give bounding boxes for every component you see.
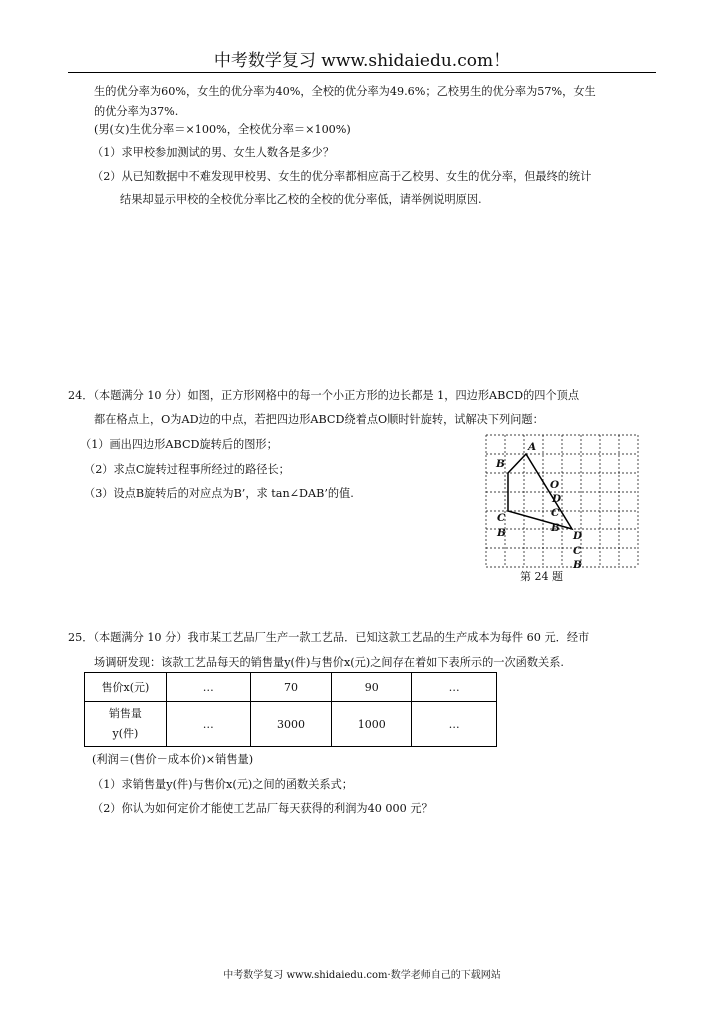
- label-b-mid: B: [551, 522, 560, 534]
- q23-formula: (男(女)生优分率＝×100%，全校优分率＝×100%): [94, 123, 351, 136]
- label-c-left: C: [497, 512, 506, 524]
- label-b-right: B: [573, 559, 582, 571]
- q24-part2: （2）求点C旋转过程事所经过的路径长；: [84, 463, 290, 476]
- label-o: O: [550, 479, 560, 491]
- q23-part1: （1）求甲校参加测试的男、女生人数各是多少？: [92, 146, 335, 159]
- q24-part1: （1）画出四边形ABCD旋转后的图形；: [80, 438, 278, 451]
- row2-label-a: 销售量: [108, 707, 142, 720]
- q24-part3: （3）设点B旋转后的对应点为B’，求 tan∠DAB’的值.: [84, 487, 354, 500]
- q23-part2b: 结果却显示甲校的全校优分率比乙校的全校的优分率低，请举例说明原因.: [120, 193, 482, 206]
- label-d-mid: D: [552, 493, 562, 505]
- quadrilateral-abcd: [508, 454, 572, 529]
- row2-label: [85, 702, 167, 747]
- table-cell: …: [412, 673, 497, 702]
- table-cell: 90: [332, 673, 412, 702]
- q24-line1: 24．（本题满分 10 分）如图，正方形网格中的每一个小正方形的边长都是 1，四边形ABCD的四个顶点: [68, 389, 580, 402]
- label-b-top: B: [496, 458, 505, 470]
- row2-label-b: y(件): [112, 727, 139, 740]
- q25-note: (利润＝(售价－成本价)×销售量): [92, 753, 254, 766]
- q23-part2a: （2）从已知数据中不难发现甲校男、女生的优分率都相应高于乙校男、女生的优分率，但最终的统计: [92, 170, 592, 183]
- page-header: 中考数学复习 www.shidaiedu.com！: [213, 51, 511, 71]
- q24-figure: [486, 435, 638, 571]
- label-d-right: D: [573, 530, 583, 542]
- label-c-right: C: [573, 545, 582, 557]
- table-row: [85, 673, 497, 702]
- grid-lines: [486, 435, 638, 567]
- table-cell: …: [412, 702, 497, 747]
- header-rule: [68, 72, 656, 73]
- table-cell: 3000: [250, 702, 332, 747]
- table-cell: 1000: [332, 702, 412, 747]
- q24-grid: [486, 435, 638, 567]
- table-row: [85, 702, 497, 747]
- q25-part1: （1）求销售量y(件)与售价x(元)之间的函数关系式；: [92, 778, 353, 791]
- table-cell: …: [166, 673, 250, 702]
- q25-line1: 25．（本题满分 10 分）我市某工艺品厂生产一款工艺品．已知这款工艺品的生产成本为每件 60 元．经市: [68, 631, 590, 644]
- row1-label: 售价x(元): [85, 673, 167, 702]
- label-c-mid: C: [551, 507, 560, 519]
- q23-line1: 生的优分率为60%，女生的优分率为40%，全校的优分率为49.6%；乙校男生的优分率为57%，女生: [94, 85, 596, 98]
- table-cell: …: [166, 702, 250, 747]
- q24-line2: 都在格点上，O为AD边的中点，若把四边形ABCD绕着点O顺时针旋转，试解决下列问题：: [94, 413, 544, 426]
- table-cell: 70: [250, 673, 332, 702]
- q23-line2: 的优分率为37%.: [94, 105, 179, 118]
- label-a: A: [528, 441, 537, 453]
- page-footer: 中考数学复习 www.shidaiedu.com·数学老师自己的下载网站: [223, 970, 501, 981]
- q25-line2: 场调研发现：该款工艺品每天的销售量y(件)与售价x(元)之间存在着如下表所示的一次函数关系.: [94, 656, 564, 669]
- label-b-left: B: [497, 527, 506, 539]
- q25-table: [84, 672, 497, 747]
- q24-caption: 第 24 题: [520, 570, 563, 583]
- q25-part2: （2）你认为如何定价才能使工艺品厂每天获得的利润为40 000 元？: [92, 802, 433, 815]
